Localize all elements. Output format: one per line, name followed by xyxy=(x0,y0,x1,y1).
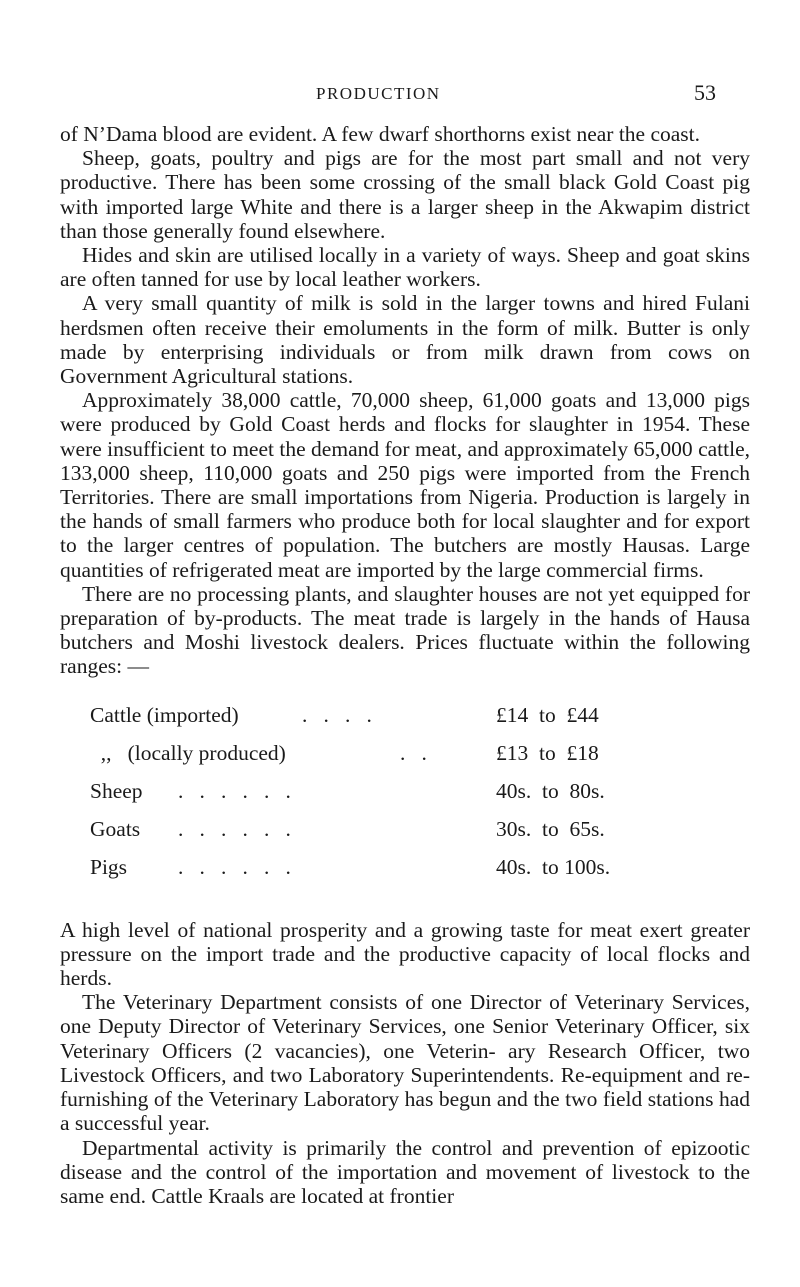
leader-dots: . . . . xyxy=(302,702,372,727)
paragraph: A very small quantity of milk is sold in the larger towns and hired Fulani herdsmen often receive their emoluments in the form of milk. Butter is only made by enterprising individuals or from milk drawn from cows on Government Agricultural stations. xyxy=(60,291,750,389)
price-label: Cattle (imported) xyxy=(90,702,239,727)
paragraph: Hides and skin are utilised locally in a variety of ways. Sheep and goat skins are often tanned for use by local leather workers. xyxy=(60,243,750,292)
page-number: 53 xyxy=(694,80,716,105)
price-value: £13 to £18 xyxy=(496,740,599,765)
price-label: Pigs xyxy=(90,854,128,879)
price-table xyxy=(60,703,750,898)
leader-dots: . . . . . . xyxy=(178,816,291,841)
price-row xyxy=(60,703,750,733)
body-text xyxy=(60,122,750,1208)
paragraph: The Veterinary Department consists of one Director of Veterinary Services, one Deputy Director of Veterinary Services, one Senior Veterinary Officer, six Veterinary Officers (2 vacancies), one Veterin- ary Research Officer, two Livestock Officers, and two Laboratory Superintendents. Re-equipment and re-furnishing of the Veterinary Laboratory has begun and the two field stations had a successful year. xyxy=(60,990,750,1136)
leader-dots: . . . . . . xyxy=(178,854,291,879)
running-head: PRODUCTION xyxy=(316,84,441,103)
paragraph: Sheep, goats, poultry and pigs are for the most part small and not very productive. There has been some crossing of the small black Gold Coast pig with imported large White and there is a larger sheep in the Akwapim district than those generally found elsewhere. xyxy=(60,146,750,243)
leader-dots: . . xyxy=(400,740,427,765)
paragraph: Departmental activity is primarily the control and prevention of epizootic disease and the control of the importation and movement of livestock to the same end. Cattle Kraals are located at frontier xyxy=(60,1135,750,1208)
leader-dots: . . . . . . xyxy=(178,778,291,803)
price-value: 40s. to 100s. xyxy=(496,854,611,879)
price-row xyxy=(60,779,750,809)
price-value: 30s. to 65s. xyxy=(496,816,605,841)
price-label: Goats xyxy=(90,816,141,841)
price-value: 40s. to 80s. xyxy=(496,778,605,803)
paragraph: of N’Dama blood are evident. A few dwarf shorthorns exist near the coast. xyxy=(60,122,701,146)
paragraph: Approximately 38,000 cattle, 70,000 sheep, 61,000 goats and 13,000 pigs were produced by Gold Coast herds and flocks for slaughter in 1954. These were insufficient to meet the demand for meat, and approximately 65,000 cattle, 133,000 sheep, 110,000 goats and 250 pigs were imported from the French Territories. There are small importations from Nigeria. Production is largely in the hands of small farmers who produce both for local slaughter and for export to the larger centres of population. The butchers are mostly Hausas. Large quantities of refrigerated meat are imported by the large commercial firms. xyxy=(60,388,750,582)
page-header xyxy=(0,78,800,108)
price-row xyxy=(60,817,750,847)
paragraph: There are no processing plants, and slaughter houses are not yet equipped for preparation of by-products. The meat trade is largely in the hands of Hausa butchers and Moshi livestock dealers. Prices fluctuate within the following ranges: — xyxy=(60,581,750,679)
price-label: Sheep xyxy=(90,778,143,803)
price-value: £14 to £44 xyxy=(496,702,599,727)
price-row xyxy=(60,741,750,771)
price-label: ,, (locally produced) xyxy=(90,740,286,765)
price-row xyxy=(60,855,750,885)
paragraph: A high level of national prosperity and a growing taste for meat exert greater pressure on the import trade and the productive capacity of local flocks and herds. xyxy=(60,917,750,991)
